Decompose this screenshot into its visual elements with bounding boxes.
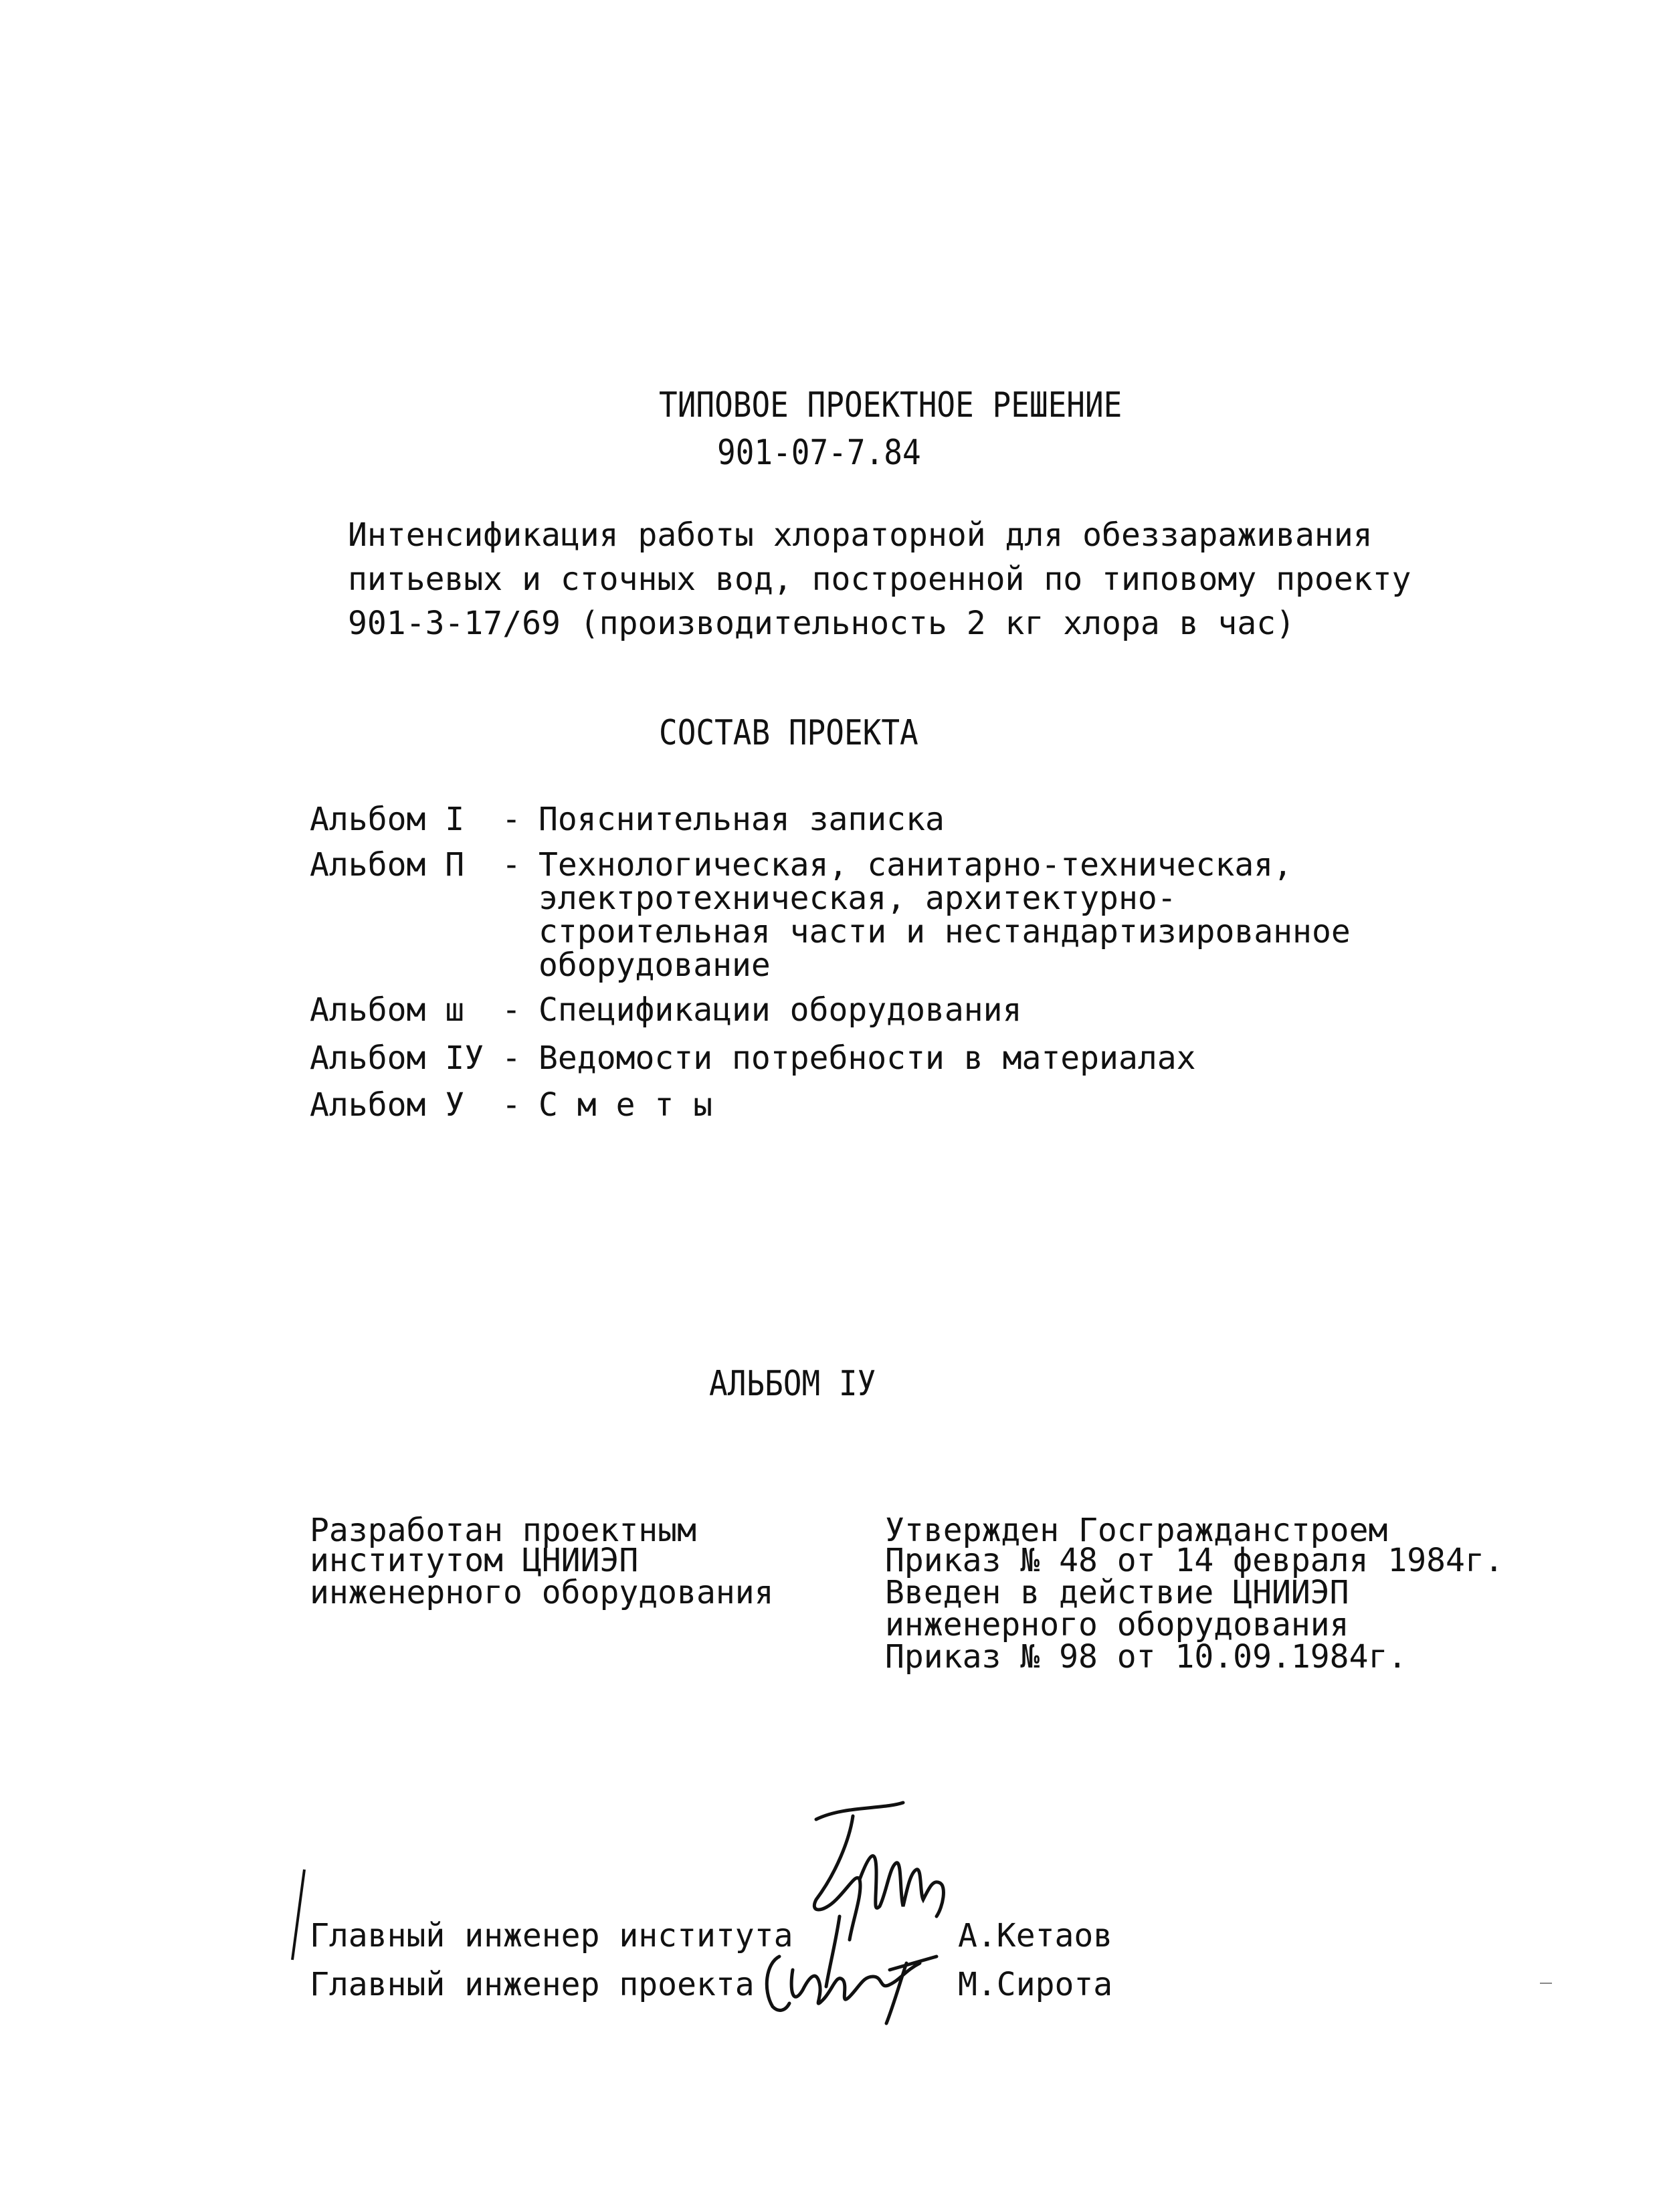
chief-engineer-institute-name: А.Кетаов <box>958 1917 1113 1954</box>
developed-line-1: Разработан проектным <box>310 1512 696 1549</box>
album-label: Альбом ш <box>310 991 465 1029</box>
description-line-1: Интенсификация работы хлораторной для обеззараживания <box>348 516 1373 554</box>
approved-line-4: инженерного оборудования <box>885 1606 1349 1643</box>
developed-line-3: инженерного оборудования <box>310 1574 774 1611</box>
album-description: Ведомости потребности в материалах <box>539 1039 1196 1077</box>
album-label: Альбом У <box>310 1086 465 1124</box>
scan-mark <box>1539 1980 1559 1987</box>
approved-line-5: Приказ № 98 от 10.09.1984г. <box>885 1638 1407 1676</box>
developed-line-2: институтом ЦНИИЭП <box>310 1542 639 1579</box>
album-description: С м е т ы <box>539 1086 713 1124</box>
approved-line-3: Введен в действие ЦНИИЭП <box>885 1574 1349 1611</box>
album-label: Альбом П <box>310 846 465 884</box>
approved-line-2: Приказ № 48 от 14 февраля 1984г. <box>885 1542 1504 1579</box>
album-description: электротехническая, архитектурно- <box>539 880 1177 917</box>
document-title: ТИПОВОЕ ПРОЕКТНОЕ РЕШЕНИЕ <box>659 385 1123 425</box>
chief-engineer-project-name: М.Сирота <box>958 1966 1113 2003</box>
album-dash: - <box>502 991 521 1029</box>
album-title: АЛЬБОМ IУ <box>709 1363 876 1404</box>
album-dash: - <box>502 801 521 838</box>
album-label: Альбом IУ <box>310 1039 484 1077</box>
album-dash: - <box>502 1086 521 1124</box>
album-description: оборудование <box>539 946 771 984</box>
composition-heading: СОСТАВ ПРОЕКТА <box>659 712 918 753</box>
chief-engineer-institute-role: Главный инженер института <box>310 1917 793 1954</box>
project-code: 901-07-7.84 <box>717 432 921 473</box>
signature-sirota <box>756 1943 970 2037</box>
description-line-2: питьевых и сточных вод, построенной по типовому проекту <box>348 561 1411 598</box>
margin-mark <box>284 1866 311 1967</box>
album-description: Пояснительная записка <box>539 801 945 838</box>
album-description: Спецификации оборудования <box>539 991 1022 1029</box>
description-line-3: 901-3-17/69 (производительность 2 кг хлора в час) <box>348 605 1296 642</box>
album-dash: - <box>502 1039 521 1077</box>
chief-engineer-project-role: Главный инженер проекта <box>310 1966 755 2003</box>
album-description: строительная части и нестандартизированное <box>539 913 1351 950</box>
approved-line-1: Утвержден Госгражданстроем <box>885 1512 1388 1549</box>
album-dash: - <box>502 846 521 884</box>
album-label: Альбом I <box>310 801 465 838</box>
album-description: Технологическая, санитарно-техническая, <box>539 846 1293 884</box>
